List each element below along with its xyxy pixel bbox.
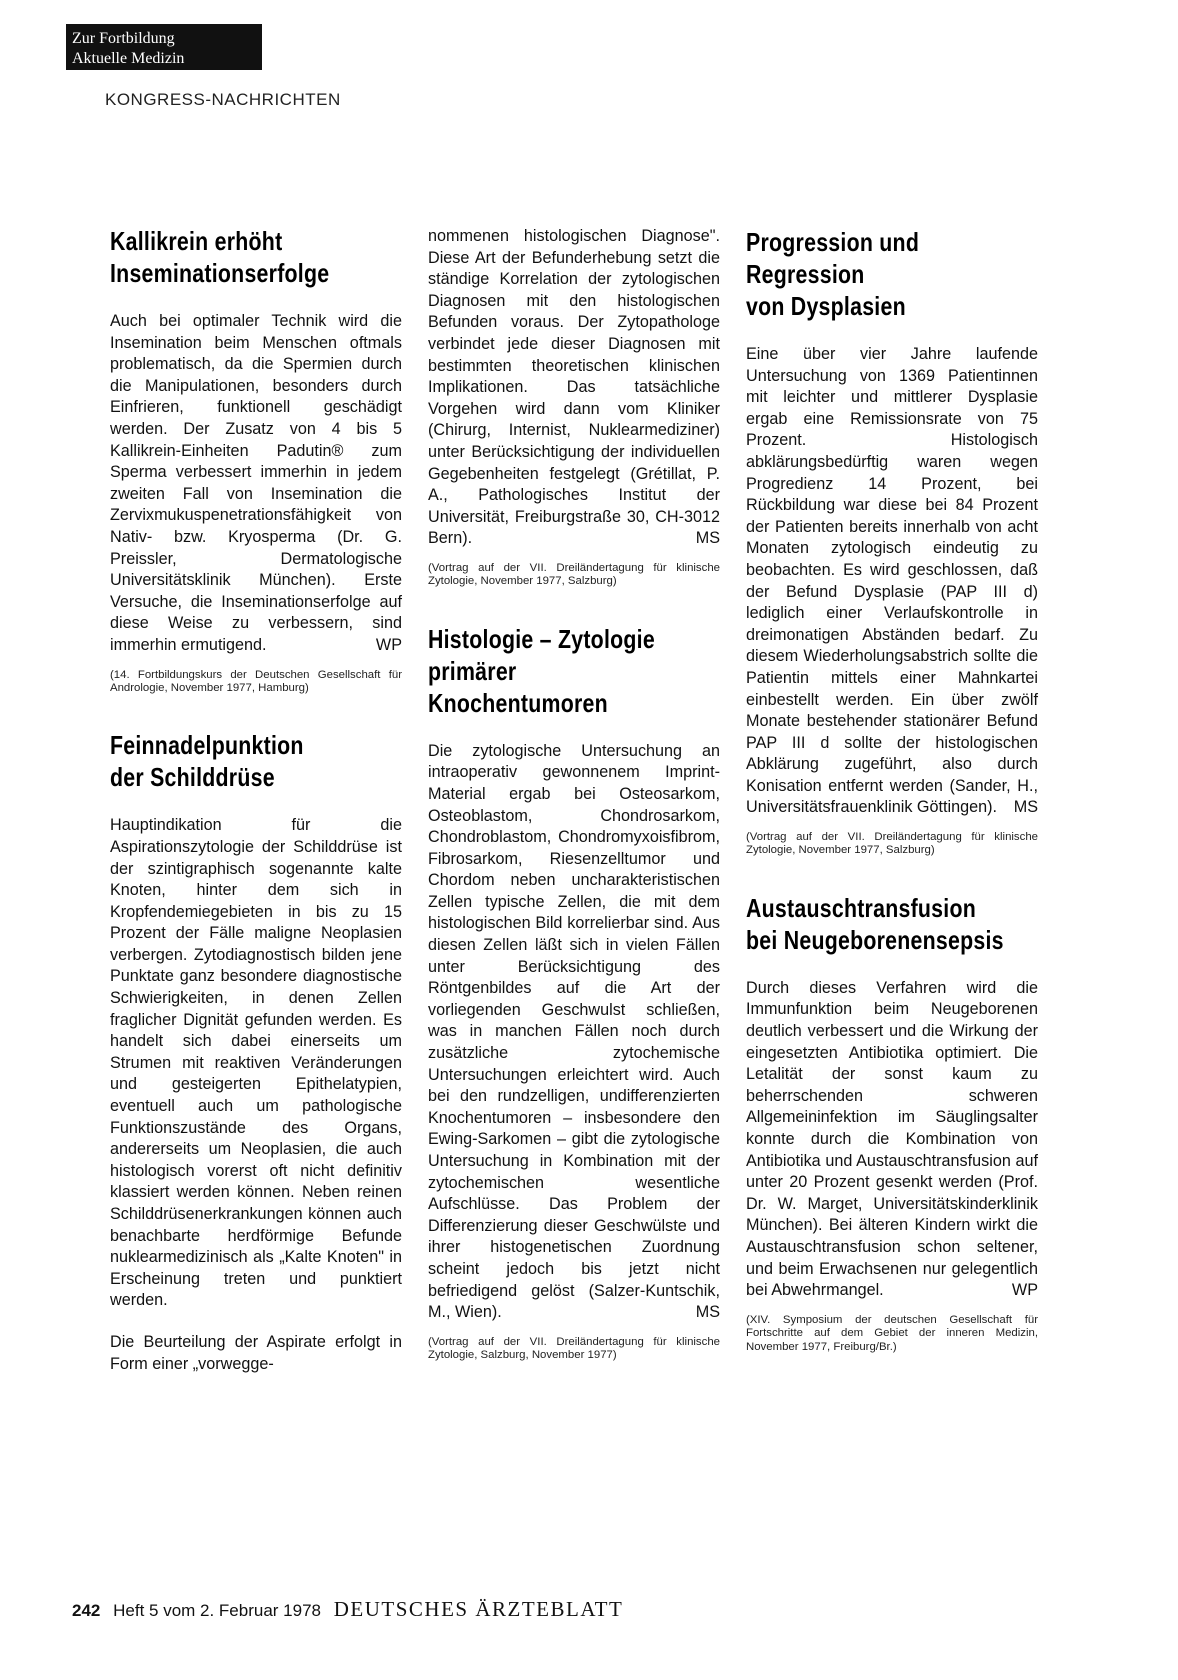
article-body-continued: Die Beurteilung der Aspirate erfolgt in Form einer „vorwegge- xyxy=(110,1332,402,1373)
author-signature: MS xyxy=(695,529,720,548)
article-source: (XIV. Symposium der deutschen Gesellschaft für Fortschritte auf dem Gebiet der inneren Medizin, November 1977, Freiburg/Br.) xyxy=(746,1313,1038,1353)
article-body: Hauptindikation für die Aspirationszytologie der Schilddrüse ist der szintigraphisch sogenannte kalte Knoten, hinter dem sich in Kropfendemiegebieten in bis zu 15 Prozent der Fälle maligne Neoplasien verbergen. Zytodiagnostisch bilden jene Punktate ganz besondere diagnostische Schwierigkeiten, in denen Zellen fraglicher Dignität gefunden werden. Es handelt sich dabei einerseits um Strumen mit reaktiven Veränderungen und gesteigerten Epithelatypien, eventuell auch um pathologische Funktionszustände des Organs, andererseits um Neoplasien, die auch histologisch vorerst oft nicht definitiv klassiert werden können. Neben reinen Schilddrüsenerkrankungen können auch benachbarte herdförmige Befunde nuklearmedizinisch als „Kalte Knoten" in Erscheinung treten und punktiert werden. xyxy=(110,816,402,1310)
article-title: Austauschtransfusion xyxy=(746,892,977,923)
section-tag xyxy=(66,24,262,70)
article-title: Feinnadelpunktion xyxy=(110,730,304,761)
article-title: Regression xyxy=(746,259,865,289)
rubric: KONGRESS-NACHRICHTEN xyxy=(105,90,341,109)
article-body-continued: nommenen histologischen Diagnose". Diese Art der Befunderhebung setzt die ständige Korrelation der zytologischen Diagnosen mit den histologischen Befunden voraus. Der Zytopathologe verbindet jede dieser Diagnosen mit bestimmten theoretischen klinischen Implikationen. Das tatsächliche Vorgehen wird dann vom Kliniker (Chirurg, Internist, Nuklearmediziner) unter Berücksichtigung der individuellen Gegebenheiten festgelegt (Grétillat, P. A., Pathologisches Institut der Universität, Freiburgstraße 30, CH-3012 Bern). MS xyxy=(428,226,720,550)
page-number: 242 xyxy=(72,1601,101,1620)
article-body: Durch dieses Verfahren wird die Immunfunktion beim Neugeborenen deutlich verbessert und die Wirkung der eingesetzten Antibiotika optimiert. Die Letalität der sonst kaum zu beherrschenden schweren Allgemeininfektion im Säuglingsalter konnte durch die Kombination von Antibiotika und Austauschtransfusion auf unter 20 Prozent gesenkt werden (Prof. Dr. W. Marget, Universitätskinderklinik München). Bei älteren Kindern wirkt die Austauschtransfusion schon seltener, und beim Erwachsenen nur gelegentlich bei Abwehrmangel. WP xyxy=(746,978,1038,1302)
article-body: Eine über vier Jahre laufende Untersuchung von 1369 Patientinnen mit leichter und mittlerer Dysplasie ergab eine Remissionsrate von 75 Prozent. Histologisch abklärungsbedürftig waren wegen Progredienz 14 Prozent, bei Rückbildung war diese bei 84 Prozent der Patienten bereits innerhalb von acht Monaten zytologisch eindeutig zu beobachten. Es wird geschlossen, daß der Befund Dysplasie (PAP III d) lediglich einer Verlaufskontrolle in dreimonatigen Abständen bedarf. Zu diesem Wiederholungsabstrich sollte die Patientin mittels einer Mahnkartei einbestellt werden. Ein über zwölf Monate bestehender stationärer Befund PAP III d sollte der histologischen Abklärung zugeführt, also durch Konisation entfernt werden (Sander, H., Universitätsfrauenklinik Göttingen). MS xyxy=(746,344,1038,819)
author-signature: MS xyxy=(695,1303,720,1322)
article-title: der Schilddrüse xyxy=(110,762,275,793)
article-title: primärer xyxy=(428,655,517,686)
column-3 xyxy=(746,226,1038,1354)
author-signature: WP xyxy=(375,635,402,654)
column-1 xyxy=(110,225,402,1375)
author-signature: MS xyxy=(1013,798,1038,817)
article-feinnadel-continued xyxy=(428,226,720,589)
article-body: Auch bei optimaler Technik wird die Insemination beim Menschen oftmals problematisch, da die Spermien durch die Manipulationen, besonders durch Einfrieren, funktionell geschädigt werden. Der Zusatz von 4 bis 5 Kallikrein-Einheiten Padutin® zum Sperma verbessert immerhin in jedem zweiten Fall von Insemination die Zervixmukuspenetrationsfähigkeit von Nativ- bzw. Kryosperma (Dr. G. Preissler, Dermatologische Universitätsklinik München). Erste Versuche, die Inseminationserfolge auf diese Weise zu verbessern, sind immerhin ermutigend. WP xyxy=(110,311,402,657)
article-title: bei Neugeborenensepsis xyxy=(746,924,1004,955)
journal-name: DEUTSCHES ÄRZTEBLATT xyxy=(333,1597,624,1621)
article-title: Histologie – Zytologie xyxy=(428,623,655,654)
article-title: Kallikrein erhöht xyxy=(110,226,283,256)
section-tag-line1: Zur Fortbildung xyxy=(72,30,175,47)
article-title: Inseminationserfolge xyxy=(110,258,330,288)
issue-info: Heft 5 vom 2. Februar 1978 xyxy=(113,1601,321,1620)
article-title: Knochentumoren xyxy=(428,687,608,718)
article-source: (14. Fortbildungskurs der Deutschen Gesellschaft für Andrologie, November 1977, Hamburg) xyxy=(110,668,402,694)
author-signature: WP xyxy=(1011,1281,1038,1300)
article-source: (Vortrag auf der VII. Dreiländertagung für klinische Zytologie, Salzburg, November 1977) xyxy=(428,1335,720,1362)
article-histologie xyxy=(428,623,720,1363)
article-body: Die zytologische Untersuchung an intraoperativ gewonnenem Imprint-Material ergab bei Osteosarkom, Osteoblastom, Chondrosarkom, Chondroblastom, Chondromyxoisfibrom, Fibrosarkom, Riesenzelltumor und Chordom neben uncharakteristischen Zellen typische Zellen, die mit dem histologischen Bild korrelierbar sind. Aus diesen Zellen läßt sich in vielen Fällen unter Berücksichtigung des Röntgenbildes auf die Art der vorliegenden Geschwulst schließen, was in manchen Fällen noch durch zusätzliche zytochemische Untersuchungen erleichtert wird. Auch bei den rundzelligen, undifferenzierten Knochentumoren – insbesondere den Ewing-Sarkomen – gibt die zytologische Untersuchung in Kombination mit der zytochemischen wesentliche Aufschlüsse. Das Problem der Differenzierung dieser Geschwülste und ihrer histogenetischen Zuordnung scheint jedoch bis jetzt nicht befriedigend gelöst (Salzer-Kuntschik, M., Wien). MS xyxy=(428,741,720,1324)
article-title: von Dysplasien xyxy=(746,291,906,321)
article-title: Progression und xyxy=(746,227,920,257)
article-progression xyxy=(746,226,1038,858)
column-2 xyxy=(428,226,720,1363)
article-feinnadel xyxy=(110,729,402,1375)
page-footer xyxy=(72,1597,623,1622)
article-kallikrein xyxy=(110,225,402,695)
section-tag-line2: Aktuelle Medizin xyxy=(72,50,185,67)
article-source: (Vortrag auf der VII. Dreiländertagung für klinische Zytologie, November 1977, Salzburg) xyxy=(746,831,1038,857)
article-source: (Vortrag auf der VII. Dreiländertagung für klinische Zytologie, November 1977, Salzburg) xyxy=(428,561,720,588)
article-austausch xyxy=(746,892,1038,1354)
